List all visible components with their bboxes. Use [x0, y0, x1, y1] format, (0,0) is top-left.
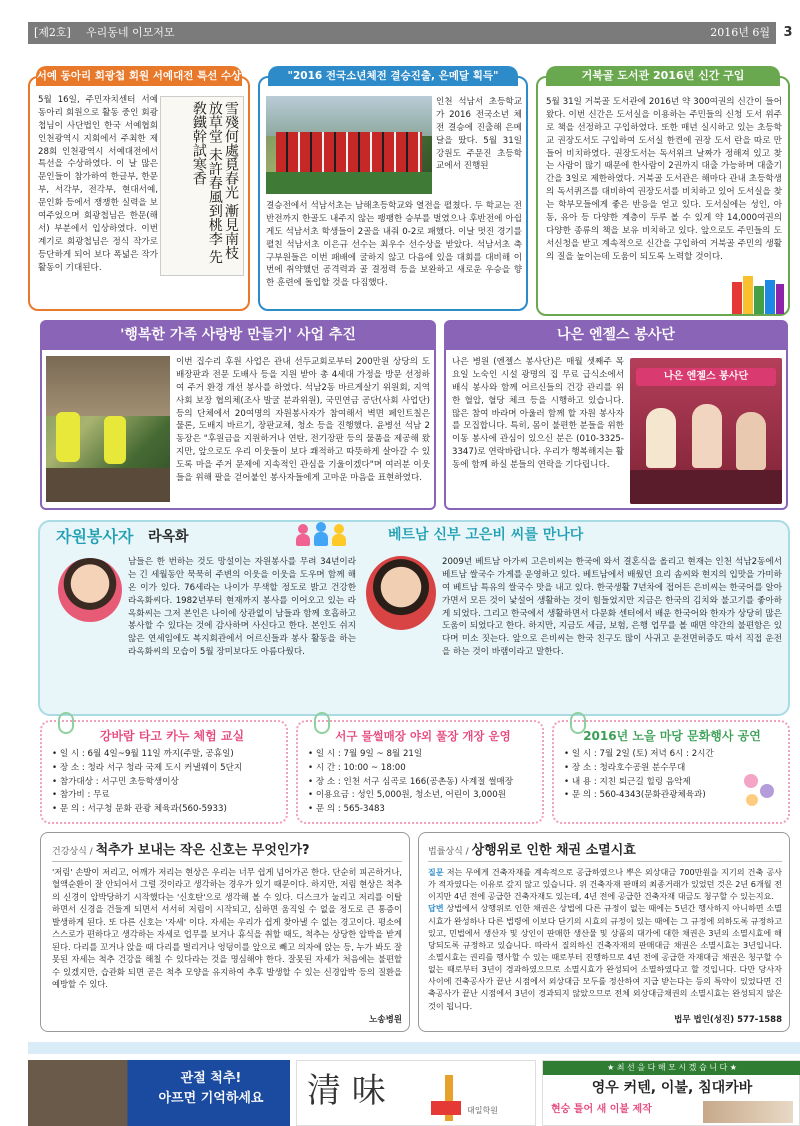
books-illustration — [730, 270, 786, 314]
article-house-repair-title: '행복한 가족 사랑방 만들기' 사업 추진 — [40, 320, 436, 350]
event-sunset-details — [564, 748, 734, 803]
event-sunset-title: 2016년 노을 마당 문화행사 공연 — [583, 729, 761, 743]
volunteer-body: 남들은 한 번하는 것도 망설이는 자원봉사를 무려 34년이라는 긴 세월동안 묵묵히 주변의 이웃을 이웃을 도우며 함께 해온 이가 있다. 76세라는 나이가 무색할 정도로 밝고 건강한 라옥화씨다. 1982년부터 현재까지 봉사를 이어오고 있는 라옥화씨는 그저 본인은 나이에 상관없이 남들과 함께 호흡하고 봉사할 수 있다는 것에 감사하며 사신다고 한다. 본인도 쉬지 않은 연세임에도 복지회관에서 어르신들과 봉사 활동을 하는 라옥화씨의 모습이 5월 장미보다도 아름다웠다. — [128, 557, 356, 658]
event-sled-title: 서구 물썰매장 야외 풀장 개장 운영 — [335, 729, 511, 743]
article-angels-body: 나은 병원 (엔젤스 봉사단)은 매월 셋째주 목요일 노숙인 시설 광명의 집 무료 급식소에서 배식 봉사와 함께 어르신들의 건강 관리를 위한 혈압, 혈당 체크 등을 시행하고 있습니다. 많은 참여 바라며 아울러 함께 할 자원 봉사자를 모집합니다. 특히, 몸이 불편한 분들을 위한 이동 봉사에 관심이 있으신 분은 (010-3325-3347)로 연락바랍니다. 우리가 행복해지는 활동에 함께 하실 분들의 연락을 기다립니다. — [452, 357, 624, 471]
issue-date: 2016년 6월 — [710, 26, 770, 39]
law-answer-label: 답변 — [428, 903, 444, 914]
event-canoe-item: • 일 시 : 6월 4일~9월 11일 까지(주말, 공휴일) — [52, 748, 284, 762]
article-library-body: 5월 31일 거북골 도서관에 2016년 약 300여권의 신간이 들어왔다. 이번 신간은 도서실을 이용하는 주민들의 신청 도서 위주로 책을 선정하고 구입하였다. 또한 매년 실시하고 있는 초등학교 권장도서도 구입하여 도서실 한켠에 권장 도서 란을 따로 만들어 비치하였다. 권장도서는 독서위크 날짜가 정해져 있고 찾는 사람이 많기 때문에 한사람이 2권까지 대출 가능하며 대출기간을 3일로 제한하였다. 거북골 도서관은 해마다 관내 초등학생의 독서퀴즈를 대비하여 권장도서를 비치하고 있어 도서실을 찾는 학부모들에게 좋은 반응을 얻고 있다. 도서실에는 성인, 아동, 유아 등 다양한 계층이 두루 볼 수 있게 약 14,000여권의 다양한 종류의 책을 보유 비치하고 있다. 앞으로도 주민들의 도서신청을 받고 계속적으로 신간을 구입하여 거북골 주민의 생활의 질을 높이는데 도움이 되도록 노력할 것이다. — [546, 97, 782, 262]
event-sled-item: • 문 의 : 565-3483 — [308, 803, 540, 817]
law-label: 법률상식 — [428, 847, 463, 857]
event-canoe-item: • 참가비 : 무료 — [52, 789, 284, 803]
article-library-title: 거북골 도서관 2016년 신간 구입 — [546, 66, 780, 86]
ad-curtain-top: ★ 최 선 을 다 해 모 시 겠 습 니 다 ★ — [543, 1061, 800, 1075]
ad-curtain — [542, 1060, 800, 1126]
health-title: 척추가 보내는 작은 신호는 무엇인가? — [95, 843, 310, 858]
health-body: '저림' 손발이 저리고, 어깨가 저리는 현상은 우리는 너무 쉽게 넘어가곤 한다. 단순히 피곤하거나, 혈액순환이 잘 안되어서 그럴 것이라고 생각하는 경우가 있기 때문이다. 하지만, 저림 현상은 척추의 신경이 압박당하기 시작했다는 '신호탄'으로 생각해 볼 수 있다. 디스크가 눌리고 저리를 이탈하면서 신경을 건들게 되면서 서서히 저림이 시작되고, 심하면 움직일 수 없을 정도로 큰 통증이 발생하게 된다. 또 다른 신호는 '자세' 이다. 자세는 우리가 쉽게 찾아낼 수 없는 경고이다. 평소에 스스로가 편하다고 생각하는 자세로 업무를 보거나 휴식을 취할 때도, 척추는 상당한 압박을 받게 된다. 다리를 꼬거나 앉을 때 다리를 벌리거나 엉덩이를 앞으로 빼고 의자에 앉는 등, 누가 봐도 잘못된 자세는 척추 건강을 해칠 수 있다라는 것을 명심해야 한다. 잘못된 자세가 처음에는 불편할 수 있겠지만, 습관화 되면 곧은 척추 모양을 유지하여 추후 발생할 수 있는 신경압박 등의 질환을 예방할 수 있다. — [52, 867, 402, 989]
event-canoe-title: 강바람 타고 카누 체험 교실 — [99, 729, 245, 743]
vietnam-bride-title: 베트남 신부 고은비 씨를 만나다 — [388, 527, 584, 543]
soccer-team-photo — [266, 96, 432, 194]
event-canoe-details — [52, 748, 284, 817]
article-angels-title: 나은 엔젤스 봉사단 — [444, 320, 788, 350]
ad-hospital — [28, 1060, 290, 1126]
law-header: 법률상식 / 상행위로 인한 채권 소멸시효 — [428, 842, 782, 862]
angels-photo — [630, 358, 782, 504]
health-header: 건강상식 / 척추가 보내는 작은 신호는 무엇인가? — [52, 842, 402, 862]
event-sled-item: • 장 소 : 인천 서구 심곡로 166(공촌동) 사계절 썰매장 — [308, 776, 540, 790]
event-canoe-item: • 문 의 : 서구청 문화 관광 체육과(560-5933) — [52, 803, 284, 817]
ad-hospital-line1: 관절 척추! — [180, 1071, 242, 1086]
law-question-label: 질문 — [428, 867, 444, 877]
calligraphy-artwork: 雪殘何處覓春光 漸見南枝放草堂 未許春風到桃李 先敎鐵幹試寒香 — [160, 96, 244, 276]
event-canoe-item: • 참가대상 : 서구민 초등학생이상 — [52, 776, 284, 790]
volunteer-title: 자원봉사자 — [56, 527, 134, 546]
flower-icon — [738, 770, 782, 814]
event-sled-details — [308, 748, 540, 817]
event-canoe-item: • 장 소 : 청라 서구 청라 국제 도시 커낼웨이 5단지 — [52, 762, 284, 776]
health-source: 노송병원 — [369, 1015, 402, 1025]
ad-restaurant-sub: 대일학원 — [467, 1106, 498, 1115]
law-answer: 상법에서 상행위로 인한 채권은 상법에 다른 규정이 없는 때에는 5년간 행사하지 아니하면 소멸시효가 완성하나 다른 법령에 이보다 단기의 시효의 규정이 있는 때에는 그 규정에 의하도록 규정하고 있고, 민법에서 생산자 및 상인이 판매한 생산물 및 상품의 대가에 대한 채권은 3년의 소멸시효에 해당되도록 규정하고 있습니다. 따라서 질의하신 건축자재의 판매대금 채권은 소멸시효는 3년입니다. 소멸시효는 권리를 행사할 수 있는 때로부터 진행하므로 4년 전에 공급한 자재대금 채권은 청구할 수 없는 때로부터 3년이 경과하였으므로 소멸시효가 완성되어 소멸하였다고 할 것입니다. 다만 당사자 사이에 건축공사가 끝난 시점에서 외상대금 모두를 정산하여 지급 받는다는 등의 특약이 있었다면 건축공사가 끝난 시점에서 3년이 경과되지 않았으므로 전체 외상대금채권의 소멸시효는 완성되지 않은 것이 됩니다. — [428, 903, 782, 1011]
article-calligraphy-title: 서예 동아리 회광첩 회원 서예대전 특선 수상 — [36, 66, 242, 86]
ad-curtain-main: 영우 커텐, 이불, 침대카바 — [591, 1080, 753, 1096]
page-number: 3 — [776, 22, 800, 44]
ad-restaurant — [296, 1060, 536, 1126]
people-icon — [296, 520, 366, 548]
page-header-bar — [28, 22, 800, 44]
vietnam-bride-body: 2009년 베트남 아가씨 고은비씨는 한국에 와서 결혼식을 올리고 현재는 인천 석남2동에서 베트남 쌀국수 가게를 운영하고 있다. 베트남에서 배웠던 요리 솜씨와 현지의 입맛을 가미하여 베트남 특유의 쌀국수 맛을 내고 있다. 한국생활 7년차에 접어든 은비씨는 한국어를 알아가면서 모든 것이 낯설어 생활하는 것이 힘들었지만 지금은 한국의 김치와 불고기를 좋아하게 되었다. 그리고 한국에서 생활하면서 다문화 센터에서 배운 한국어와 한자가 상당히 많은 도움이 되었다고 한다. 하지만, 지금도 세금, 보험, 은행 업무를 볼 때면 약간의 불편함은 있다며 미소 짓는다. 앞으로 은비씨는 한국 친구도 많이 사귀고 운전면허증도 따서 직접 운전을 하는 것이 바램이라고 말한다. — [442, 557, 782, 658]
article-soccer-body: 결승전에서 석남서초는 남해초등학교와 열전을 펼쳤다. 두 학교는 전반전까지 한골도 내주지 않는 팽팽한 승부를 벌였으나 후반전에 아쉽게도 석남서초 학생들이 2골을 내줘 0-2로 패했다. 이날 멋진 경기를 펼친 석남서초 이은규 선수는 최우수 선수상을 받았다. 석남서초 축구부원들은 이번 패배에 굴하지 않고 다음에 있을 대회를 대비해 이번에 취약했던 공격력과 골 결정력 등을 보완하고 새로운 우승을 향한 훈련에 돌입할 것을 다짐했다. — [266, 201, 522, 289]
event-sled-item: • 일 시 : 7월 9일 ~ 8월 21일 — [308, 748, 540, 762]
article-soccer-side-text: 인천 석남서 초등학교가 2016 전국소년 체전 결승에 진출해 은메달을 땄다. 5월 31일 강원도 주문진 초등학교에서 진행된 — [436, 97, 522, 172]
angels-banner: 나은 엔젤스 봉사단 — [636, 368, 776, 386]
issue-label: [제2호] — [34, 26, 71, 39]
law-source: 법무 법인(성진) 577-1588 — [674, 1015, 782, 1025]
event-sunset-item: • 내 용 : 지친 퇴근길 힐링 음악제 — [564, 776, 734, 790]
health-label: 건강상식 — [52, 847, 87, 857]
volunteer-name: 라옥화 — [148, 529, 189, 545]
law-question: 저는 무에게 건축자재를 계속적으로 공급하였으나 뿌은 외상대금 700만원을 지기의 건축 공사가 적자였다는 이유로 갚지 않고 있습니다. 위 건축자재 판매의 최종거래가 있었던 것은 2년 6개월 전이지만 4년 전에 공급한 건축자재도 있는데, 4년 전에 공급한 건축자재 대금도 청구할 수 있는지요. — [428, 867, 782, 902]
event-sunset-item: • 장 소 : 청라호수공원 분수무대 — [564, 762, 734, 776]
ad-curtain-sub: 현숭 틀어 새 이불 제작 — [551, 1104, 652, 1115]
paper-name: 우리동네 이모저모 — [86, 26, 175, 39]
article-soccer-title: "2016 전국소년체전 결승진출, 은메달 획득" — [268, 66, 518, 86]
law-title: 상행위로 인한 채권 소멸시효 — [471, 843, 636, 858]
vietnam-bride-portrait — [366, 556, 436, 630]
event-sunset-item: • 일 시 : 7월 2일 (토) 저녁 6시 : 2시간 — [564, 748, 734, 762]
event-sunset-item: • 문 의 : 560-4343(문화관광체육과) — [564, 789, 734, 803]
ad-restaurant-logo: 清 味 — [307, 1071, 386, 1111]
article-house-repair-body: 이번 집수리 후원 사업은 관내 선두교회로부터 200만원 상당의 도배장판과 전문 도배사 등을 지원 받아 총 4세대 가정을 방문 선정하여 주거 환경 개선 봉사를 하였다. 석남2동 바르게살기 위원회, 지역 사회 보장 협의체(조사 발굴 분과위원), 국민연금 공단(사회 사업단) 등의 단체에서 20여명의 자원봉사자가 참여해서 벽면 페인트칠은 물론, 도배지 바르기, 장판교체, 청소 등을 진행했다. 윤병선 석남 2동장은 "후원금을 지원하거나 연탄, 전기장판 등의 물품을 제공해 왔지만, 앞으로도 우리 이웃들이 보다 쾌적하고 따뜻하게 살아갈 수 있도록 마을 주거 문제에 지속적인 관심을 기울이겠다"며 여러분 이웃들을 위해 팔을 걷어붙인 봉사자들에게 고마운 마음을 표현하였다. — [176, 357, 430, 484]
event-sled-item: • 이용요금 : 성인 5,000원, 청소년, 어린이 3,000원 — [308, 789, 540, 803]
house-repair-photo — [46, 356, 170, 502]
law-body — [428, 866, 782, 1014]
volunteer-portrait — [58, 558, 122, 622]
footer-divider — [28, 1042, 800, 1054]
event-sled-item: • 시 간 : 10:00 ~ 18:00 — [308, 762, 540, 776]
article-calligraphy-body: 5월 16일, 주민자치센터 서예 동아리 회원으로 활동 중인 회광첩님이 사단법인 한국 서예협회 인천광역시 지회에서 주최한 제28회 인천광역시 서예대전에서 특선을 수상하였다. 이 날 많은 문인들이 참가하여 한글부, 한문부, 서각부, 전각부, 현대서예, 문인화 등에서 쟁쟁한 실력을 보여주었으며 회광첩님은 한문(해서) 부분에서 입상하였다. 이번 계기로 회광첩님은 정식 작가로 등단하게 되어 보다 폭넓은 작가 활동이 기대된다. — [38, 95, 158, 273]
ad-hospital-line2: 아프면 기억하세요 — [158, 1091, 264, 1106]
